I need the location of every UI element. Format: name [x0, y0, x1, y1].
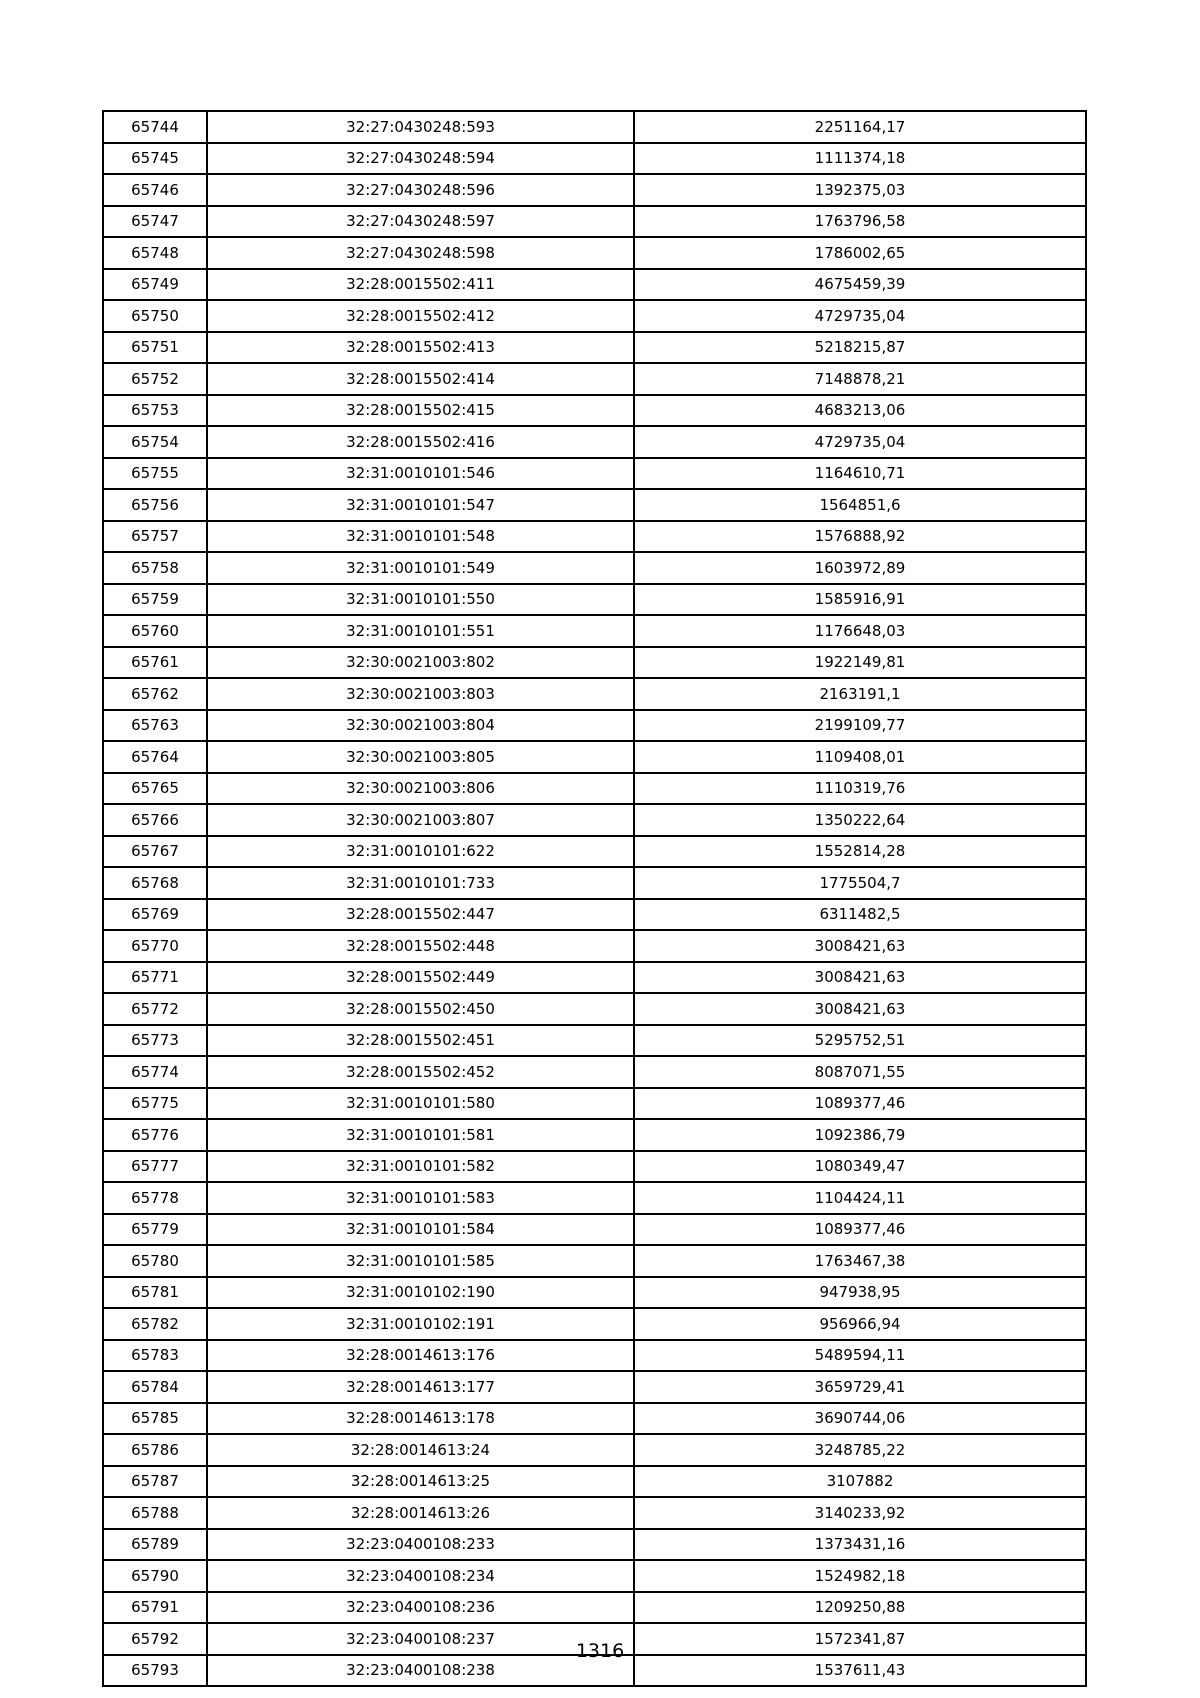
- cadastral-number-cell: 32:28:0014613:178: [207, 1403, 634, 1435]
- row-number-cell: 65777: [103, 1151, 207, 1183]
- row-number-cell: 65755: [103, 458, 207, 490]
- table-row: [103, 1245, 1086, 1277]
- row-number-cell: 65784: [103, 1371, 207, 1403]
- row-number-cell: 65747: [103, 206, 207, 238]
- table-row: [103, 678, 1086, 710]
- cadastral-value-cell: 3690744,06: [634, 1403, 1086, 1435]
- row-number-cell: 65776: [103, 1119, 207, 1151]
- row-number-cell: 65763: [103, 710, 207, 742]
- table-row: [103, 1088, 1086, 1120]
- cadastral-number-cell: 32:31:0010101:582: [207, 1151, 634, 1183]
- row-number-cell: 65782: [103, 1308, 207, 1340]
- row-number-cell: 65752: [103, 363, 207, 395]
- row-number-cell: 65757: [103, 521, 207, 553]
- cadastral-value-cell: 1089377,46: [634, 1088, 1086, 1120]
- row-number-cell: 65750: [103, 300, 207, 332]
- table-row: [103, 111, 1086, 143]
- row-number-cell: 65758: [103, 552, 207, 584]
- cadastral-value-cell: 4729735,04: [634, 300, 1086, 332]
- cadastral-number-cell: 32:23:0400108:233: [207, 1529, 634, 1561]
- table-row: [103, 143, 1086, 175]
- cadastral-value-cell: 1109408,01: [634, 741, 1086, 773]
- table-row: [103, 1529, 1086, 1561]
- cadastral-value-cell: 3659729,41: [634, 1371, 1086, 1403]
- table-row: [103, 174, 1086, 206]
- cadastral-value-cell: 1572341,87: [634, 1623, 1086, 1655]
- cadastral-value-cell: 6311482,5: [634, 899, 1086, 931]
- cadastral-value-cell: 1603972,89: [634, 552, 1086, 584]
- row-number-cell: 65785: [103, 1403, 207, 1435]
- cadastral-value-cell: 7148878,21: [634, 363, 1086, 395]
- cadastral-value-cell: 956966,94: [634, 1308, 1086, 1340]
- row-number-cell: 65783: [103, 1340, 207, 1372]
- cadastral-number-cell: 32:30:0021003:803: [207, 678, 634, 710]
- row-number-cell: 65775: [103, 1088, 207, 1120]
- cadastral-number-cell: 32:27:0430248:596: [207, 174, 634, 206]
- row-number-cell: 65748: [103, 237, 207, 269]
- cadastral-value-cell: 1552814,28: [634, 836, 1086, 868]
- cadastral-number-cell: 32:28:0015502:452: [207, 1056, 634, 1088]
- row-number-cell: 65749: [103, 269, 207, 301]
- cadastral-value-cell: 2199109,77: [634, 710, 1086, 742]
- cadastral-value-cell: 2163191,1: [634, 678, 1086, 710]
- cadastral-value-cell: 4683213,06: [634, 395, 1086, 427]
- row-number-cell: 65753: [103, 395, 207, 427]
- table-row: [103, 1056, 1086, 1088]
- table-row: [103, 1403, 1086, 1435]
- cadastral-number-cell: 32:31:0010101:550: [207, 584, 634, 616]
- cadastral-number-cell: 32:30:0021003:802: [207, 647, 634, 679]
- table-row: [103, 552, 1086, 584]
- row-number-cell: 65770: [103, 930, 207, 962]
- cadastral-number-cell: 32:31:0010102:191: [207, 1308, 634, 1340]
- cadastral-number-cell: 32:27:0430248:597: [207, 206, 634, 238]
- row-number-cell: 65766: [103, 804, 207, 836]
- row-number-cell: 65780: [103, 1245, 207, 1277]
- cadastral-number-cell: 32:28:0015502:449: [207, 962, 634, 994]
- row-number-cell: 65745: [103, 143, 207, 175]
- table-row: [103, 521, 1086, 553]
- table-row: [103, 458, 1086, 490]
- page-number: 1316: [575, 1640, 625, 1662]
- table-row: [103, 1497, 1086, 1529]
- table-row: [103, 836, 1086, 868]
- cadastral-number-cell: 32:31:0010101:733: [207, 867, 634, 899]
- table-row: [103, 395, 1086, 427]
- table-row: [103, 741, 1086, 773]
- row-number-cell: 65764: [103, 741, 207, 773]
- cadastral-number-cell: 32:28:0015502:447: [207, 899, 634, 931]
- cadastral-number-cell: 32:28:0014613:24: [207, 1434, 634, 1466]
- cadastral-value-cell: 1209250,88: [634, 1592, 1086, 1624]
- row-number-cell: 65788: [103, 1497, 207, 1529]
- cadastral-number-cell: 32:27:0430248:598: [207, 237, 634, 269]
- cadastral-number-cell: 32:31:0010101:581: [207, 1119, 634, 1151]
- table-row: [103, 647, 1086, 679]
- row-number-cell: 65772: [103, 993, 207, 1025]
- row-number-cell: 65771: [103, 962, 207, 994]
- table-row: [103, 899, 1086, 931]
- table-row: [103, 1308, 1086, 1340]
- cadastral-number-cell: 32:30:0021003:806: [207, 773, 634, 805]
- table-row: [103, 1277, 1086, 1309]
- cadastral-number-cell: 32:31:0010101:548: [207, 521, 634, 553]
- row-number-cell: 65768: [103, 867, 207, 899]
- cadastral-number-cell: 32:30:0021003:804: [207, 710, 634, 742]
- cadastral-value-cell: 1392375,03: [634, 174, 1086, 206]
- row-number-cell: 65761: [103, 647, 207, 679]
- table-row: [103, 1592, 1086, 1624]
- table-row: [103, 1182, 1086, 1214]
- cadastral-number-cell: 32:30:0021003:805: [207, 741, 634, 773]
- table-body: [103, 111, 1086, 1686]
- table-row: [103, 1560, 1086, 1592]
- cadastral-value-cell: 2251164,17: [634, 111, 1086, 143]
- cadastral-number-cell: 32:28:0015502:448: [207, 930, 634, 962]
- cadastral-value-cell: 3248785,22: [634, 1434, 1086, 1466]
- cadastral-number-cell: 32:28:0015502:412: [207, 300, 634, 332]
- row-number-cell: 65765: [103, 773, 207, 805]
- row-number-cell: 65779: [103, 1214, 207, 1246]
- cadastral-value-cell: 1576888,92: [634, 521, 1086, 553]
- cadastral-value-cell: 5489594,11: [634, 1340, 1086, 1372]
- cadastral-value-cell: 1092386,79: [634, 1119, 1086, 1151]
- cadastral-value-cell: 1537611,43: [634, 1655, 1086, 1687]
- table-row: [103, 1151, 1086, 1183]
- cadastral-value-cell: 1080349,47: [634, 1151, 1086, 1183]
- cadastral-value-cell: 1110319,76: [634, 773, 1086, 805]
- cadastral-number-cell: 32:23:0400108:237: [207, 1623, 634, 1655]
- cadastral-number-cell: 32:31:0010101:584: [207, 1214, 634, 1246]
- table-row: [103, 1371, 1086, 1403]
- table-row: [103, 804, 1086, 836]
- table-row: [103, 1025, 1086, 1057]
- cadastral-value-cell: 3107882: [634, 1466, 1086, 1498]
- table-row: [103, 710, 1086, 742]
- table-row: [103, 1214, 1086, 1246]
- row-number-cell: 65787: [103, 1466, 207, 1498]
- cadastral-number-cell: 32:23:0400108:238: [207, 1655, 634, 1687]
- row-number-cell: 65759: [103, 584, 207, 616]
- cadastral-number-cell: 32:28:0015502:451: [207, 1025, 634, 1057]
- table-row: [103, 1119, 1086, 1151]
- cadastral-value-cell: 1786002,65: [634, 237, 1086, 269]
- cadastral-number-cell: 32:23:0400108:234: [207, 1560, 634, 1592]
- cadastral-value-cell: 1564851,6: [634, 489, 1086, 521]
- cadastral-value-cell: 1763796,58: [634, 206, 1086, 238]
- cadastral-value-cell: 1164610,71: [634, 458, 1086, 490]
- row-number-cell: 65773: [103, 1025, 207, 1057]
- table-row: [103, 584, 1086, 616]
- cadastral-number-cell: 32:31:0010101:622: [207, 836, 634, 868]
- table-row: [103, 615, 1086, 647]
- row-number-cell: 65792: [103, 1623, 207, 1655]
- table-row: [103, 773, 1086, 805]
- cadastral-number-cell: 32:31:0010101:585: [207, 1245, 634, 1277]
- cadastral-value-cell: 4729735,04: [634, 426, 1086, 458]
- cadastral-number-cell: 32:28:0014613:176: [207, 1340, 634, 1372]
- cadastral-value-cell: 5218215,87: [634, 332, 1086, 364]
- row-number-cell: 65793: [103, 1655, 207, 1687]
- row-number-cell: 65786: [103, 1434, 207, 1466]
- cadastral-value-cell: 5295752,51: [634, 1025, 1086, 1057]
- table-row: [103, 1340, 1086, 1372]
- cadastral-number-cell: 32:31:0010101:583: [207, 1182, 634, 1214]
- table-row: [103, 206, 1086, 238]
- table-row: [103, 332, 1086, 364]
- cadastral-value-cell: 947938,95: [634, 1277, 1086, 1309]
- cadastral-value-cell: 3008421,63: [634, 962, 1086, 994]
- table-row: [103, 867, 1086, 899]
- table-row: [103, 237, 1086, 269]
- cadastral-value-cell: 1524982,18: [634, 1560, 1086, 1592]
- cadastral-number-cell: 32:28:0015502:413: [207, 332, 634, 364]
- table-row: [103, 962, 1086, 994]
- cadastral-number-cell: 32:31:0010101:551: [207, 615, 634, 647]
- cadastral-value-cell: 1922149,81: [634, 647, 1086, 679]
- cadastral-value-cell: 1104424,11: [634, 1182, 1086, 1214]
- row-number-cell: 65791: [103, 1592, 207, 1624]
- cadastral-number-cell: 32:28:0015502:411: [207, 269, 634, 301]
- cadastral-value-cell: 3008421,63: [634, 930, 1086, 962]
- table-row: [103, 426, 1086, 458]
- cadastral-number-cell: 32:31:0010101:547: [207, 489, 634, 521]
- row-number-cell: 65778: [103, 1182, 207, 1214]
- cadastral-value-cell: 1585916,91: [634, 584, 1086, 616]
- row-number-cell: 65751: [103, 332, 207, 364]
- cadastral-number-cell: 32:31:0010101:546: [207, 458, 634, 490]
- cadastral-number-cell: 32:27:0430248:593: [207, 111, 634, 143]
- cadastral-number-cell: 32:28:0015502:416: [207, 426, 634, 458]
- row-number-cell: 65746: [103, 174, 207, 206]
- table-row: [103, 269, 1086, 301]
- row-number-cell: 65756: [103, 489, 207, 521]
- cadastral-number-cell: 32:28:0015502:415: [207, 395, 634, 427]
- table-row: [103, 489, 1086, 521]
- cadastral-value-table: [102, 110, 1087, 1687]
- row-number-cell: 65762: [103, 678, 207, 710]
- table-row: [103, 993, 1086, 1025]
- cadastral-number-cell: 32:31:0010101:580: [207, 1088, 634, 1120]
- cadastral-value-cell: 8087071,55: [634, 1056, 1086, 1088]
- cadastral-number-cell: 32:28:0014613:177: [207, 1371, 634, 1403]
- row-number-cell: 65790: [103, 1560, 207, 1592]
- table-row: [103, 300, 1086, 332]
- cadastral-number-cell: 32:27:0430248:594: [207, 143, 634, 175]
- cadastral-number-cell: 32:31:0010101:549: [207, 552, 634, 584]
- table-row: [103, 1434, 1086, 1466]
- cadastral-number-cell: 32:28:0014613:25: [207, 1466, 634, 1498]
- row-number-cell: 65744: [103, 111, 207, 143]
- cadastral-value-cell: 1775504,7: [634, 867, 1086, 899]
- row-number-cell: 65789: [103, 1529, 207, 1561]
- cadastral-value-cell: 4675459,39: [634, 269, 1086, 301]
- cadastral-value-cell: 1176648,03: [634, 615, 1086, 647]
- cadastral-value-cell: 1111374,18: [634, 143, 1086, 175]
- cadastral-value-cell: 1373431,16: [634, 1529, 1086, 1561]
- cadastral-value-cell: 1089377,46: [634, 1214, 1086, 1246]
- cadastral-number-cell: 32:28:0014613:26: [207, 1497, 634, 1529]
- row-number-cell: 65754: [103, 426, 207, 458]
- row-number-cell: 65774: [103, 1056, 207, 1088]
- row-number-cell: 65760: [103, 615, 207, 647]
- table-row: [103, 930, 1086, 962]
- row-number-cell: 65769: [103, 899, 207, 931]
- table-row: [103, 1466, 1086, 1498]
- cadastral-value-cell: 3140233,92: [634, 1497, 1086, 1529]
- table-row: [103, 363, 1086, 395]
- cadastral-number-cell: 32:28:0015502:414: [207, 363, 634, 395]
- row-number-cell: 65767: [103, 836, 207, 868]
- cadastral-value-cell: 1350222,64: [634, 804, 1086, 836]
- cadastral-value-cell: 1763467,38: [634, 1245, 1086, 1277]
- cadastral-number-cell: 32:23:0400108:236: [207, 1592, 634, 1624]
- row-number-cell: 65781: [103, 1277, 207, 1309]
- cadastral-value-cell: 3008421,63: [634, 993, 1086, 1025]
- cadastral-number-cell: 32:31:0010102:190: [207, 1277, 634, 1309]
- cadastral-number-cell: 32:30:0021003:807: [207, 804, 634, 836]
- cadastral-number-cell: 32:28:0015502:450: [207, 993, 634, 1025]
